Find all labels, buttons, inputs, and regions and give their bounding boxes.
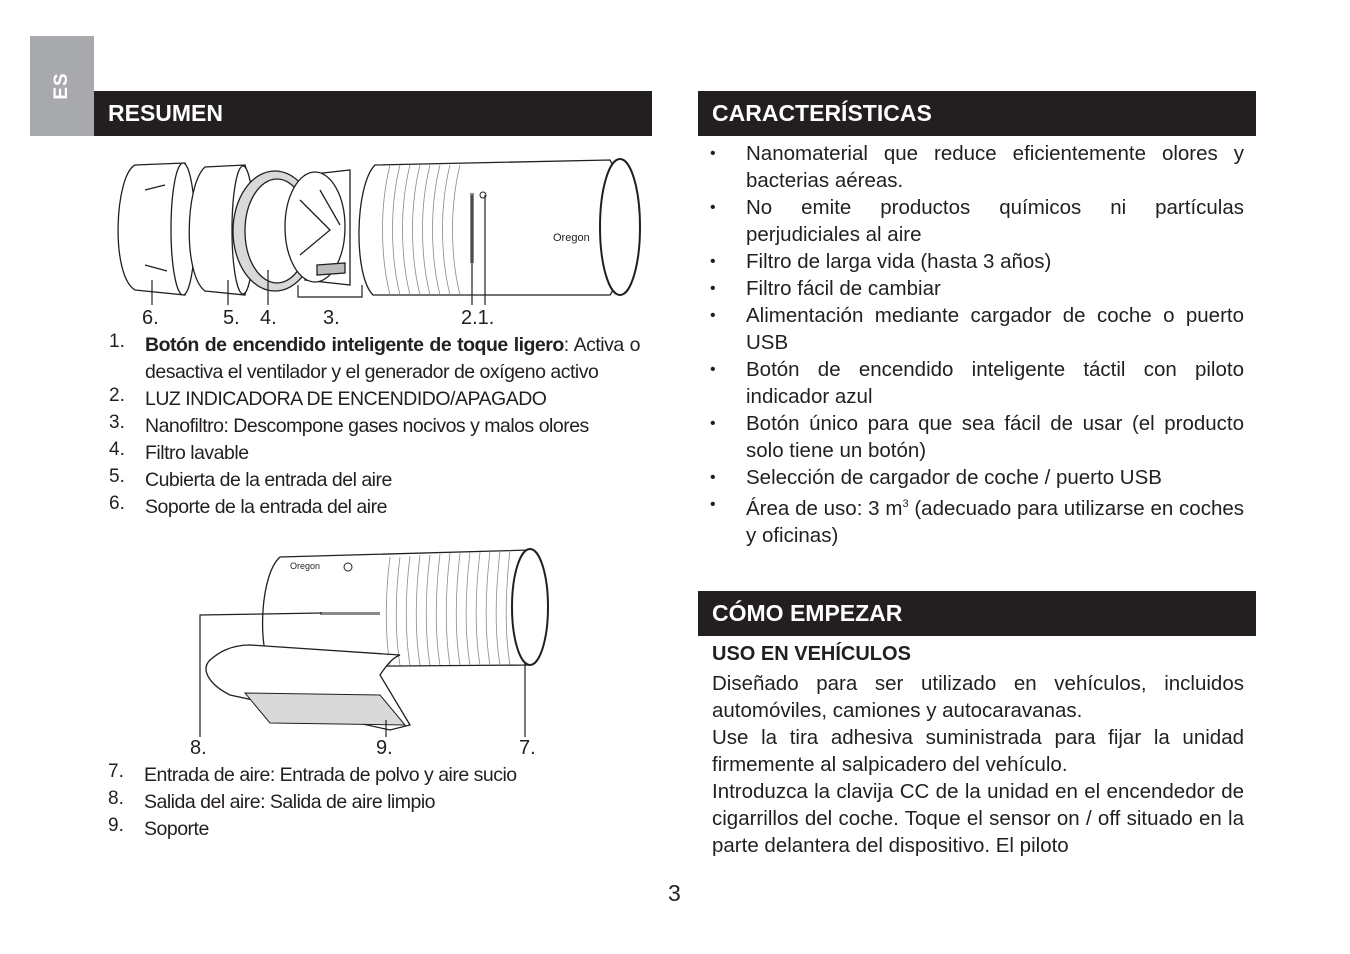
list-item (108, 815, 639, 843)
item-number: 9. (108, 815, 124, 836)
item-number: 8. (108, 788, 124, 809)
parts-list-2 (108, 761, 639, 843)
assembled-device-illustration (190, 545, 555, 740)
callout-2-1: 2.1. (461, 307, 495, 329)
paragraph: Introduzca la clavija CC de la unidad en el encendedor de cigarrillos del coche. Toque el sensor on / off situado en la parte delantera del dispositivo. El piloto (712, 780, 1244, 857)
feature-item (746, 491, 1244, 549)
feature-item: • Nanomaterial que reduce eficientemente olores y bacterias aéreas. (746, 140, 1244, 194)
list-item (109, 493, 640, 521)
feature-text: Área de uso: 3 m (746, 496, 903, 520)
item-text: Salida del aire: Salida de aire limpio (144, 791, 436, 813)
list-item (109, 466, 640, 494)
vehicle-use-subheading: USO EN VEHÍCULOS (712, 643, 911, 665)
item-number: 4. (109, 439, 125, 460)
callout-6: 6. (142, 307, 159, 329)
paragraph: Use la tira adhesiva suministrada para fijar la unidad firmemente al salpicadero del vehículo. (712, 726, 1244, 776)
callout-4: 4. (260, 307, 277, 329)
item-number: 7. (108, 761, 124, 782)
item-text: Soporte (144, 818, 209, 840)
item-text: Cubierta de la entrada del aire (145, 469, 392, 491)
feature-item: • Alimentación mediante cargador de coche o puerto USB (746, 302, 1244, 356)
item-bold-text: Botón de encendido inteligente de toque ligero (145, 334, 564, 356)
superscript: 3 (902, 498, 909, 510)
item-text: : Activa o desactiva el ventilador y el generador de oxígeno activo (145, 334, 641, 383)
item-number: 1. (109, 331, 125, 352)
item-text: Filtro lavable (145, 442, 249, 464)
feature-text: (adecuado para utilizarse en coches y oficinas) (746, 496, 1244, 547)
item-number: 5. (109, 466, 125, 487)
getting-started-header (698, 591, 1256, 636)
feature-item: • Selección de cargador de coche / puerto USB (746, 464, 1244, 491)
resumen-title: RESUMEN (108, 100, 224, 126)
getting-started-title: CÓMO EMPEZAR (712, 600, 903, 626)
callout-5: 5. (223, 307, 240, 329)
list-item (109, 385, 640, 413)
language-label: ES (51, 72, 72, 100)
paragraph: Diseñado para ser utilizado en vehículos, incluidos automóviles, camiones y autocaravanas. (712, 672, 1244, 722)
feature-item: • Botón único para que sea fácil de usar (el producto solo tiene un botón) (746, 410, 1244, 464)
list-item (109, 331, 641, 386)
item-number: 2. (109, 385, 125, 406)
callout-8: 8. (190, 737, 207, 759)
list-item (109, 412, 640, 440)
resumen-header (94, 91, 652, 136)
list-item (108, 761, 639, 789)
oregon-logo: Oregon (553, 232, 590, 244)
list-item (109, 439, 640, 467)
callout-9: 9. (376, 737, 393, 759)
oregon-logo: Oregon (290, 561, 321, 571)
features-title: CARACTERÍSTICAS (712, 100, 932, 126)
item-text: Soporte de la entrada del aire (145, 496, 387, 518)
item-text: LUZ INDICADORA DE ENCENDIDO/APAGADO (145, 388, 547, 410)
callout-3: 3. (323, 307, 340, 329)
feature-item: • Filtro de larga vida (hasta 3 años) (746, 248, 1244, 275)
parts-list-1 (109, 331, 641, 521)
features-header (698, 91, 1256, 136)
item-text: Entrada de aire: Entrada de polvo y aire sucio (144, 764, 517, 786)
features-list (746, 140, 1244, 549)
exploded-view-illustration (105, 145, 650, 315)
page-number: 3 (668, 880, 681, 906)
item-text: Nanofiltro: Descompone gases nocivos y malos olores (145, 415, 589, 437)
callout-7: 7. (519, 737, 536, 759)
feature-item: • Filtro fácil de cambiar (746, 275, 1244, 302)
language-tab (30, 36, 94, 136)
item-number: 3. (109, 412, 125, 433)
feature-item: • No emite productos químicos ni partículas perjudiciales al aire (746, 194, 1244, 248)
feature-item: • Botón de encendido inteligente táctil con piloto indicador azul (746, 356, 1244, 410)
item-number: 6. (109, 493, 125, 514)
list-item (108, 788, 639, 816)
